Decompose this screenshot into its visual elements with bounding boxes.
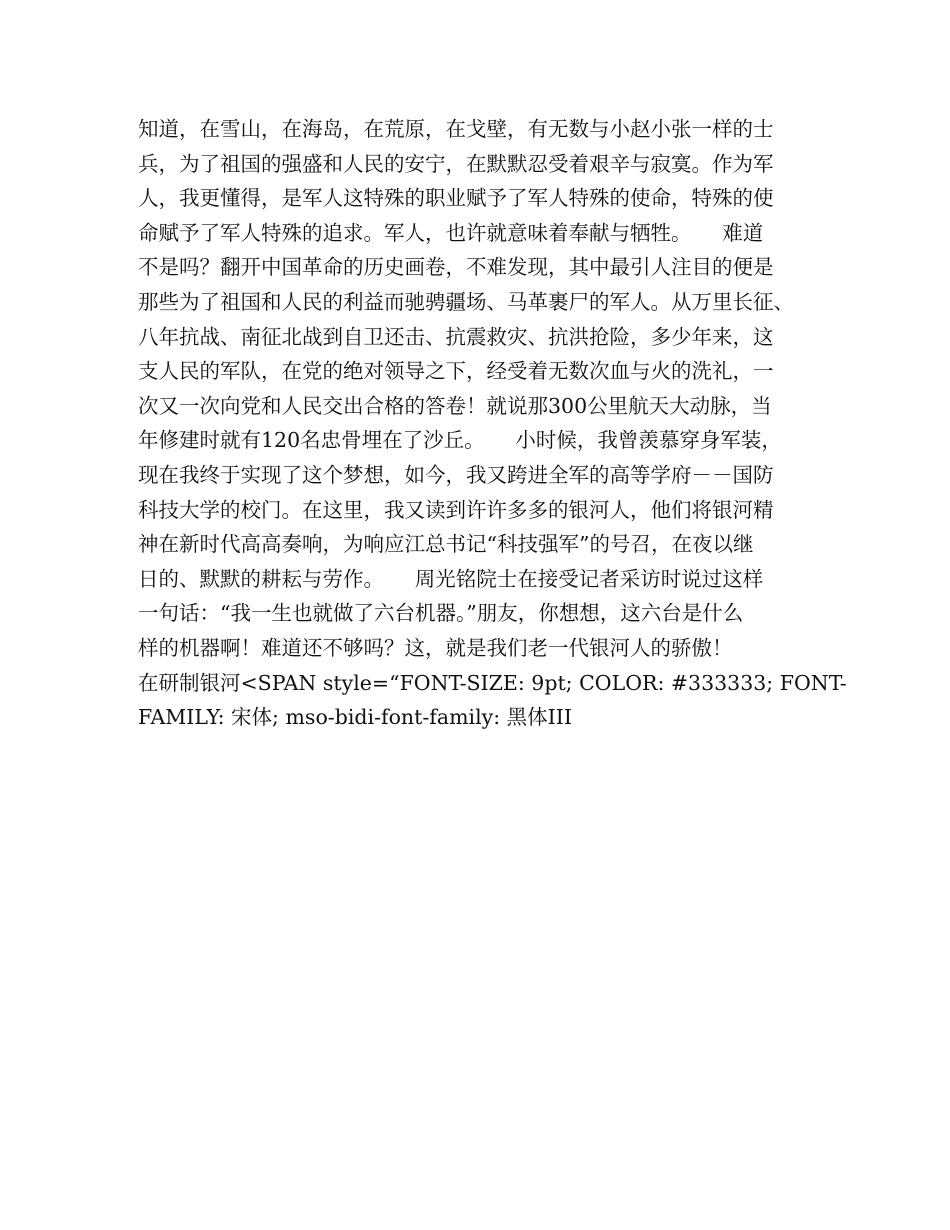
text-line: 知道，在雪山，在海岛，在荒原，在戈壁，有无数与小赵小张一样的士 xyxy=(138,117,774,141)
text-line: 那些为了祖国和人民的利益而驰骋疆场、马革裹尸的军人。从万里长征、 xyxy=(138,289,794,314)
text-line: 次又一次向党和人民交出合格的答卷！就说那300公里航天大动脉，当 xyxy=(138,393,772,418)
text-line: FAMILY: 宋体; mso-bidi-font-family: 黑体III xyxy=(138,705,572,730)
text-line: 在研制银河<SPAN style=“FONT-SIZE: 9pt; COLOR: #333333; FONT- xyxy=(138,670,847,695)
text-line: 八年抗战、南征北战到自卫还击、抗震救灾、抗洪抢险，多少年来，这 xyxy=(138,324,774,349)
text-line: 科技大学的校门。在这里，我又读到许许多多的银河人，他们将银河精 xyxy=(138,497,774,522)
text-line: 样的机器啊！难道还不够吗？这，就是我们老一代银河人的骄傲！ xyxy=(138,635,733,660)
text-line: 一句话：“我一生也就做了六台机器。”朋友，你想想，这六台是什么 xyxy=(138,601,744,626)
text-line: 支人民的军队，在党的绝对领导之下，经受着无数次血与火的洗礼，一 xyxy=(138,359,774,384)
text-line: 命赋予了军人特殊的追求。军人，也许就意味着奉献与牺牲。 难道 xyxy=(138,220,764,245)
text-line: 兵，为了祖国的强盛和人民的安宁，在默默忍受着艰辛与寂寞。作为军 xyxy=(138,151,774,176)
text-line: 现在我终于实现了这个梦想，如今，我又跨进全军的高等学府－－国防 xyxy=(138,462,774,487)
body-text xyxy=(138,112,847,735)
text-line: 日的、默默的耕耘与劳作。 周光铭院士在接受记者采访时说过这样 xyxy=(138,566,764,591)
text-line: 不是吗？翻开中国革命的历史画卷，不难发现，其中最引人注目的便是 xyxy=(138,255,774,280)
text-line: 神在新时代高高奏响，为响应江总书记“科技强军”的号召，在夜以继 xyxy=(138,532,754,557)
text-line: 人，我更懂得，是军人这特殊的职业赋予了军人特殊的使命，特殊的使 xyxy=(138,186,774,211)
text-line: 年修建时就有120名忠骨埋在了沙丘。 小时候，我曾羡慕穿身军装， xyxy=(138,428,782,453)
